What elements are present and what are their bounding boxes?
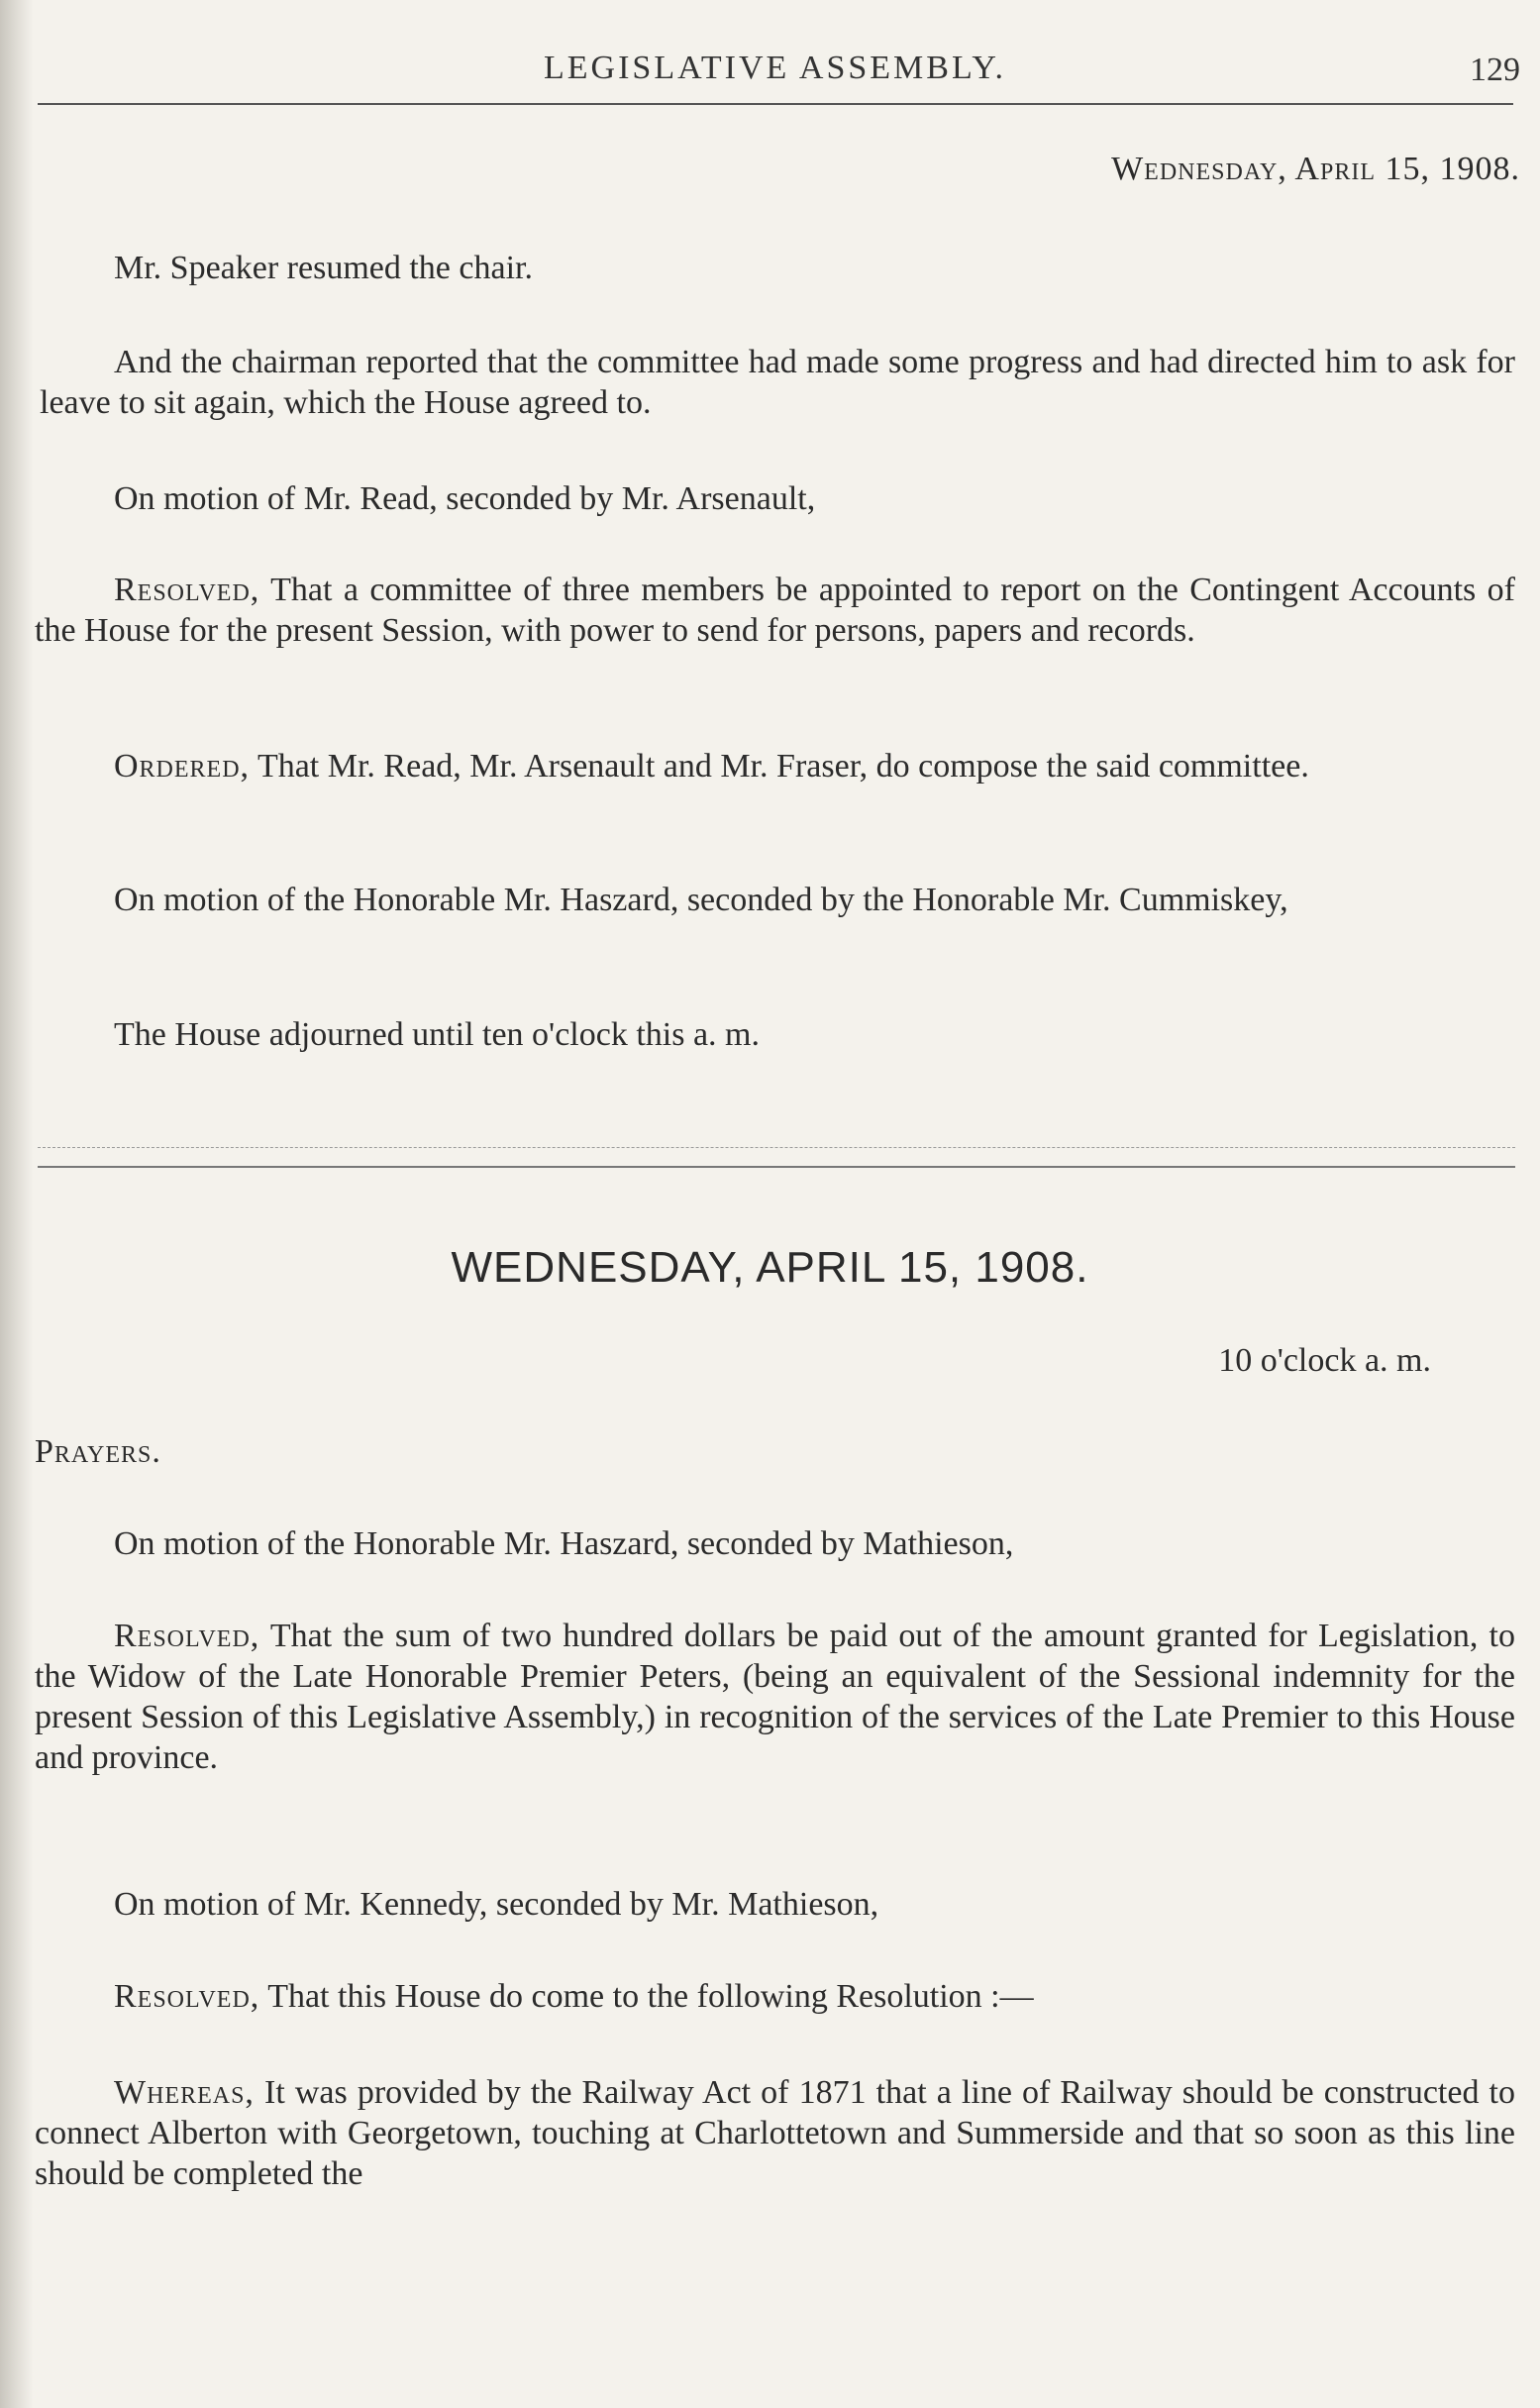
paragraph-resolved-widow — [35, 1616, 1515, 1778]
section-heading: WEDNESDAY, APRIL 15, 1908. — [451, 1243, 1089, 1292]
paragraph-motion-haszard-mathieson: On motion of the Honorable Mr. Haszard, seconded by Mathieson, — [114, 1525, 1014, 1562]
paragraph-motion-read: On motion of Mr. Read, seconded by Mr. Arsenault, — [114, 480, 816, 517]
running-header-title: LEGISLATIVE ASSEMBLY. — [544, 50, 1006, 86]
resolved-label: Resolved, — [114, 1978, 260, 2015]
ordered-label: Ordered, — [114, 748, 251, 785]
resolved-text: That this House do come to the following Resolution :— — [259, 1978, 1034, 2015]
paragraph-motion-kennedy: On motion of Mr. Kennedy, seconded by Mr. Mathieson, — [114, 1886, 879, 1923]
resolved-label: Resolved, — [114, 1618, 260, 1654]
section-divider-solid — [38, 1166, 1515, 1168]
section-divider-dashed — [38, 1147, 1515, 1148]
paragraph-motion-haszard: On motion of the Honorable Mr. Haszard, seconded by the Honorable Mr. Cummiskey, — [114, 882, 1288, 918]
running-header — [30, 40, 1520, 109]
paragraph-ordered — [35, 746, 1515, 786]
whereas-label: Whereas, — [114, 2074, 255, 2111]
paragraph-resolved-resolution — [114, 1976, 1500, 2017]
dateline: Wednesday, April 15, 1908. — [1111, 151, 1520, 187]
ordered-text: That Mr. Read, Mr. Arsenault and Mr. Fraser, do compose the said committee. — [250, 748, 1309, 785]
prayers-label: Prayers. — [35, 1433, 161, 1470]
sitting-time: 10 o'clock a. m. — [1218, 1342, 1431, 1379]
header-rule — [38, 103, 1513, 105]
whereas-text: It was provided by the Railway Act of 1871 that a line of Railway should be constructed to connect Alberton with Georgetown, touching at Charlottetown and Summerside and that so soon as this line should be completed the — [35, 2074, 1515, 2192]
paragraph-adjourned: The House adjourned until ten o'clock this a. m. — [114, 1016, 760, 1053]
paragraph-whereas — [35, 2072, 1515, 2194]
page-number: 129 — [1470, 52, 1520, 88]
resolved-label: Resolved, — [114, 572, 260, 608]
resolved-text: That the sum of two hundred dollars be paid out of the amount granted for Legislation, to the Widow of the Late Honorable Premier Peters, (being an equivalent of the Sessional indemnity for the present Session of this Legislative Assembly,) in recognition of the services of the Late Premier to this House and province. — [35, 1618, 1515, 1776]
paragraph-chairman-report: And the chairman reported that the committee had made some progress and had directed him to ask for leave to sit again, which the House agreed to. — [40, 344, 1515, 421]
paragraph-resolved-committee — [35, 570, 1515, 651]
paragraph-speaker-resumed: Mr. Speaker resumed the chair. — [114, 250, 533, 286]
page-binding-edge — [0, 0, 34, 2408]
resolved-text: That a committee of three members be appointed to report on the Contingent Accounts of the House for the present Session, with power to send for persons, papers and records. — [35, 572, 1515, 649]
